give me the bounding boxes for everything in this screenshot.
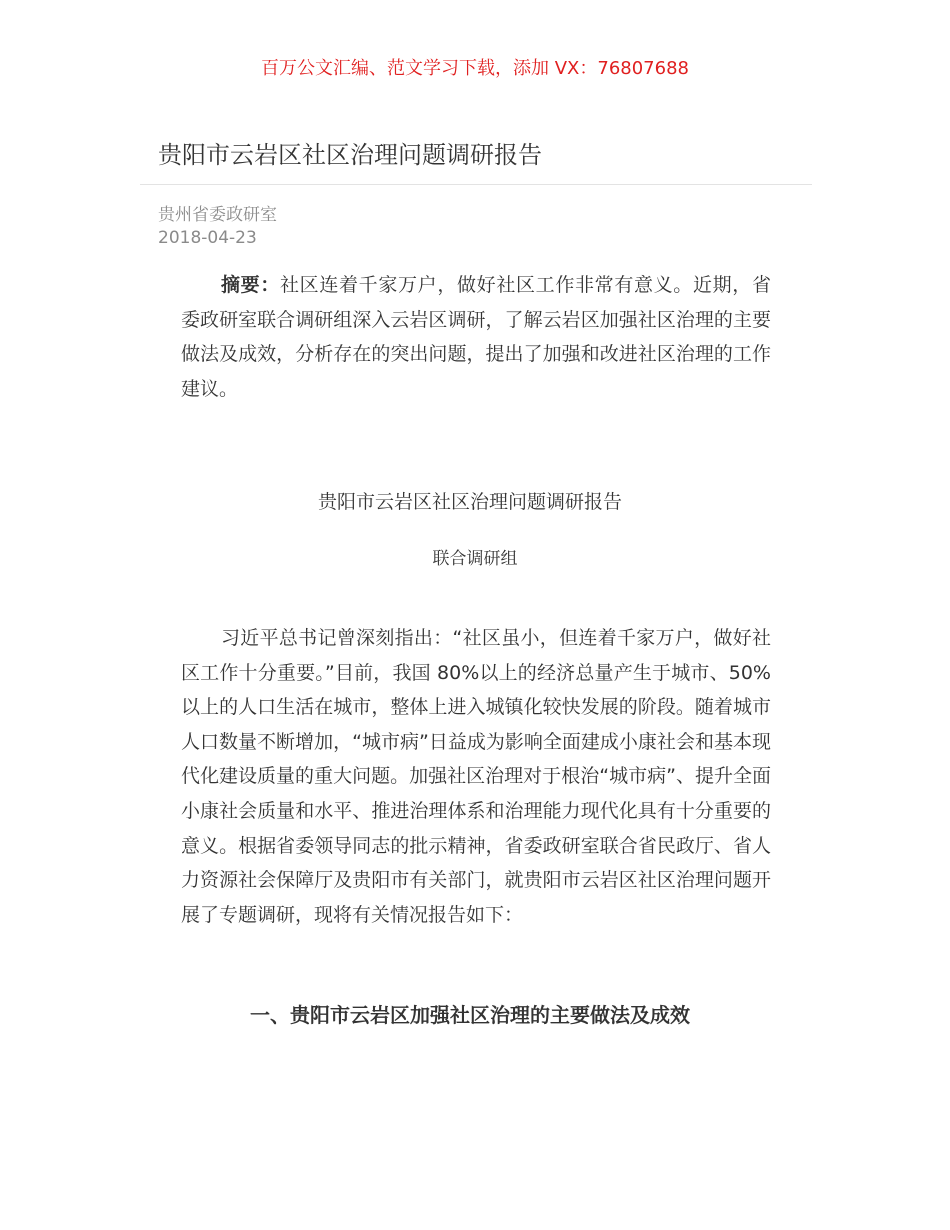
abstract-text: 社区连着千家万户，做好社区工作非常有意义。近期，省委政研室联合调研组深入云岩区调研，了解云岩区加强社区治理的主要做法及成效，分析存在的突出问题，提出了加强和改进社区治理的工作建议。 bbox=[181, 274, 771, 400]
article-title: 贵阳市云岩区社区治理问题调研报告 bbox=[158, 141, 542, 169]
document-author: 联合调研组 bbox=[432, 549, 518, 569]
abstract-label: 摘要： bbox=[221, 274, 280, 296]
article-source: 贵州省委政研室 bbox=[158, 205, 277, 225]
intro-paragraph: 习近平总书记曾深刻指出：“社区虽小，但连着千家万户，做好社区工作十分重要。”目前，我国 80%以上的经济总量产生于城市、50%以上的人口生活在城市，整体上进入城镇化较快发展的阶段。随着城市人口数量不断增加，“城市病”日益成为影响全面建成小康社会和基本现代化建设质量的重大问题。加强社区治理对于根治“城市病”、提升全面小康社会质量和水平、推进治理体系和治理能力现代化具有十分重要的意义。根据省委领导同志的批示精神，省委政研室联合省民政厅、省人力资源社会保障厅及贵阳市有关部门，就贵阳市云岩区社区治理问题开展了专题调研，现将有关情况报告如下： bbox=[181, 627, 771, 926]
abstract bbox=[181, 268, 771, 406]
watermark-banner: 百万公文汇编、范文学习下载，添加 VX：76807688 bbox=[261, 58, 689, 79]
title-divider bbox=[140, 184, 812, 185]
document-title: 贵阳市云岩区社区治理问题调研报告 bbox=[317, 491, 622, 513]
section-heading-1: 一、贵阳市云岩区加强社区治理的主要做法及成效 bbox=[250, 1003, 690, 1027]
article-date: 2018-04-23 bbox=[158, 228, 257, 248]
